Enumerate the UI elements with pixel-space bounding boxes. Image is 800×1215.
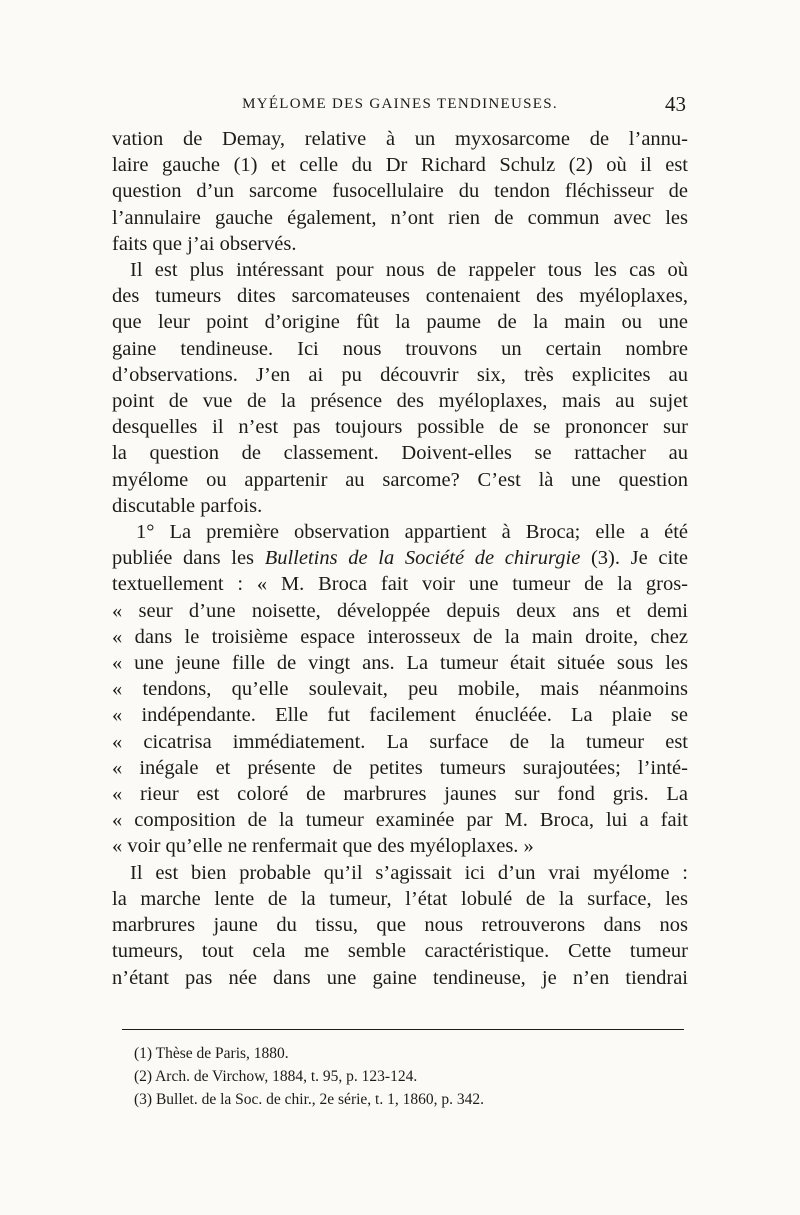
text-line: d’observations. J’en ai pu découvrir six, très explicites au: [112, 363, 688, 386]
text-line: vation de Demay, relative à un myxosarcome de l’annu-: [112, 128, 688, 150]
quote-line: « seur d’une noisette, développée depuis deux ans et demi: [112, 599, 688, 622]
text-line: Il est plus intéressant pour nous de rappeler tous les cas où: [130, 259, 688, 282]
quote-line: « dans le troisième espace interosseux de la main droite, chez: [112, 625, 688, 648]
text-line: laire gauche (1) et celle du Dr Richard Schulz (2) où il est: [112, 154, 688, 177]
text-line: [112, 545, 688, 571]
text-line: que leur point d’origine fût la paume de la main ou une: [112, 311, 688, 334]
journal-title: Bulletins de la Société de chirurgie: [264, 547, 581, 570]
text-line: Il est bien probable qu’il s’agissait ici d’un vrai myélome :: [130, 861, 688, 884]
quote-line: « cicatrisa immédiatement. La surface de la tumeur est: [112, 730, 688, 753]
body-text: [112, 126, 688, 991]
text-line: gaine tendineuse. Ici nous trouvons un certain nombre: [112, 337, 688, 360]
text-line: marbrures jaune du tissu, que nous retrouverons dans nos: [112, 914, 688, 937]
quote-line: « tendons, qu’elle soulevait, peu mobile, mais néanmoins: [112, 678, 688, 701]
page-number: 43: [665, 92, 686, 116]
text-line: la marche lente de la tumeur, l’état lobulé de la surface, les: [112, 887, 688, 910]
quote-line: « une jeune fille de vingt ans. La tumeur était située sous les: [112, 652, 688, 675]
text-line: l’annulaire gauche également, n’ont rien de commun avec les: [112, 206, 688, 229]
text-segment: (3). Je cite: [590, 547, 688, 570]
running-head-title: MYÉLOME DES GAINES TENDINEUSES.: [242, 96, 558, 112]
text-line: tumeurs, tout cela me semble caractéristique. Cette tumeur: [112, 940, 688, 963]
text-line: myélome ou appartenir au sarcome? C’est là une question: [112, 468, 688, 491]
footnote-rule: [122, 1029, 684, 1030]
text-line: la question de classement. Doivent-elles se rattacher au: [112, 442, 688, 465]
text-line: n’étant pas née dans une gaine tendineuse, je n’en tiendrai: [112, 966, 688, 989]
text-line: 1° La première observation appartient à Broca; elle a été: [136, 521, 688, 544]
text-line: faits que j’ai observés.: [112, 232, 297, 255]
text-line: discutable parfois.: [112, 494, 263, 517]
footnote: (2) Arch. de Virchow, 1884, t. 95, p. 123-124.: [134, 1068, 418, 1085]
text-line: textuellement : « M. Broca fait voir une tumeur de la gros-: [112, 573, 688, 596]
footnote: (3) Bullet. de la Soc. de chir., 2e série, t. 1, 1860, p. 342.: [134, 1091, 484, 1108]
quote-line: « rieur est coloré de marbrures jaunes sur fond gris. La: [112, 783, 688, 806]
quote-line: « composition de la tumeur examinée par M. Broca, lui a fait: [112, 809, 688, 832]
text-line: question d’un sarcome fusocellulaire du tendon fléchisseur de: [112, 180, 688, 203]
text-segment: publiée dans les: [112, 547, 255, 570]
text-line: point de vue de la présence des myéloplaxes, mais au sujet: [112, 390, 688, 413]
quote-line: « inégale et présente de petites tumeurs surajoutées; l’inté-: [112, 756, 688, 779]
quote-line: « voir qu’elle ne renfermait que des myéloplaxes. »: [112, 835, 534, 858]
footnotes: [134, 1042, 484, 1111]
text-line: des tumeurs dites sarcomateuses contenaient des myéloplaxes,: [112, 285, 688, 308]
quote-line: « indépendante. Elle fut facilement énucléée. La plaie se: [112, 704, 688, 727]
running-head: [112, 92, 688, 122]
text-line: desquelles il n’est pas toujours possible de se prononcer sur: [112, 416, 688, 439]
footnote: (1) Thèse de Paris, 1880.: [134, 1045, 289, 1062]
